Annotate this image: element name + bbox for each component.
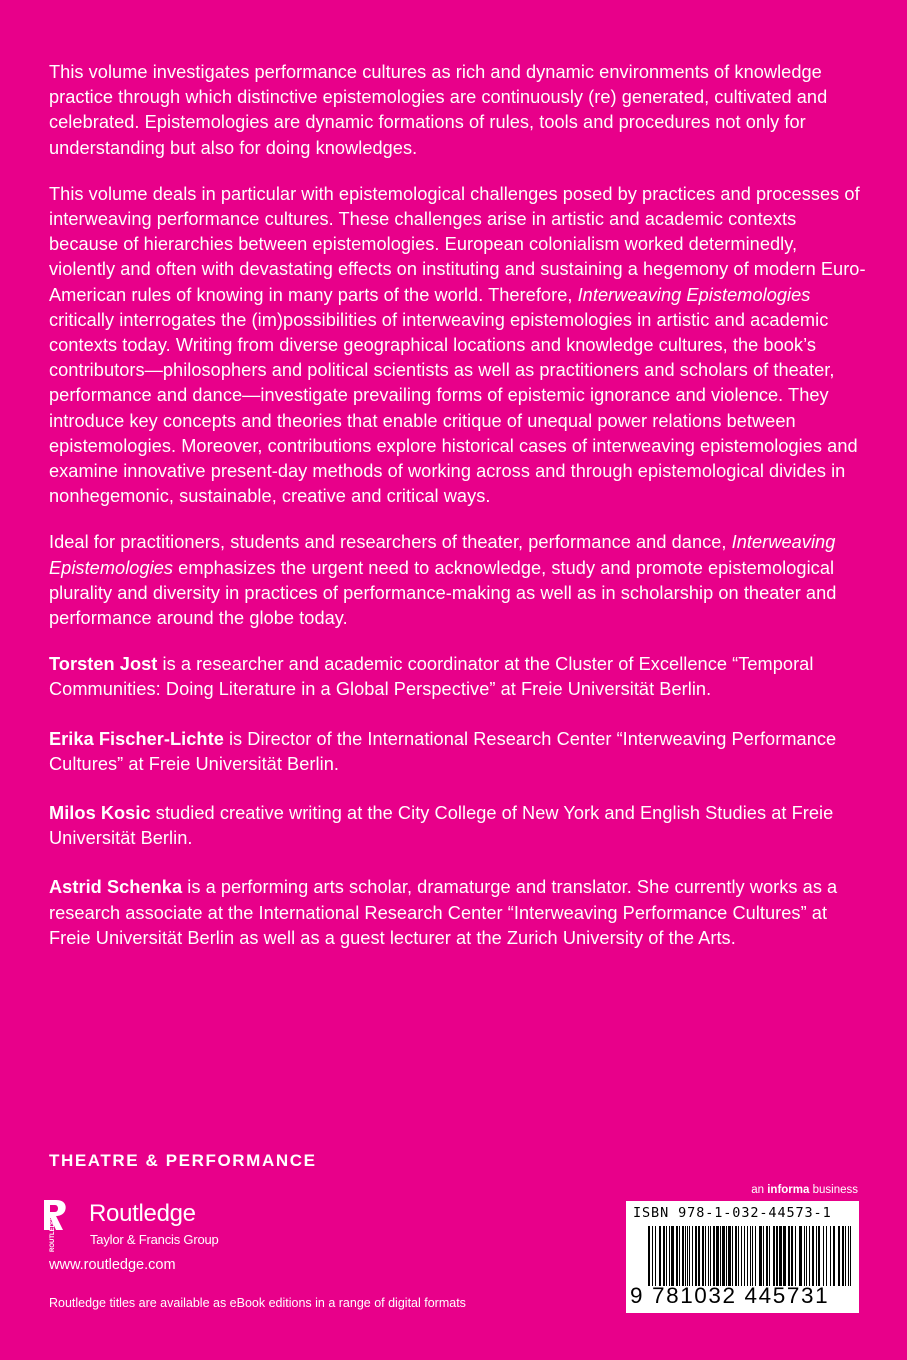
ebook-note: Routledge titles are available as eBook editions in a range of digital formats — [49, 1296, 466, 1310]
author-name: Torsten Jost — [49, 654, 158, 675]
barcode-bar — [833, 1226, 835, 1286]
isbn-digits: 9 781032 445731 — [630, 1283, 830, 1308]
barcode-bar — [666, 1226, 667, 1286]
barcode-bar — [702, 1226, 704, 1286]
barcode-bar — [826, 1226, 827, 1286]
description-paragraph-3: Ideal for practitioners, students and researchers of theater, performance and dance, Interweaving Epistemologies emphasizes the urgent need to acknowledge, study and promote epistemological plurality and diversity in practices of performance-making as well as in scholarship on theater and performance around the globe today. — [49, 532, 837, 629]
publisher-group: Taylor & Francis Group — [90, 1232, 219, 1247]
barcode-bar — [788, 1226, 790, 1286]
barcode-bar — [806, 1226, 807, 1286]
routledge-logo — [41, 1198, 261, 1254]
barcode-bar — [685, 1226, 686, 1286]
author-name: Erika Fischer-Lichte — [49, 728, 224, 749]
bio-erika-fischer-lichte: Erika Fischer-Lichte is Director of the International Research Center “Interweaving Performance Cultures” at Freie Universität Berlin. — [49, 728, 837, 774]
barcode-bar — [791, 1226, 793, 1286]
barcode-bar — [741, 1226, 742, 1286]
description-paragraph-1: This volume investigates performance cultures as rich and dynamic environments of knowledge practice through which distinctive epistemologies are continuously (re) generated, cultivated and celebrated. Epistemologies are dynamic formations of rules, tools and procedures not only for understanding but also for doing knowledges. — [49, 62, 828, 158]
barcode-bar — [773, 1226, 775, 1286]
bio-torsten-jost: Torsten Jost is a researcher and academic coordinator at the Cluster of Excellence “Temporal Communities: Doing Literature in a Global Perspective” at Freie Universität Berlin. — [49, 654, 814, 700]
barcode-bar — [769, 1226, 770, 1286]
barcode-bar — [783, 1226, 786, 1286]
barcode-bars — [648, 1226, 853, 1286]
barcode-bar — [766, 1226, 768, 1286]
barcode-bar — [838, 1226, 840, 1286]
isbn-barcode — [626, 1201, 859, 1313]
barcode-bar — [652, 1226, 653, 1286]
back-cover-text — [49, 60, 867, 975]
barcode-bar — [848, 1226, 849, 1286]
barcode-bar — [842, 1226, 844, 1286]
barcode-bar — [676, 1226, 678, 1286]
barcode-bar — [708, 1226, 709, 1286]
barcode-bar — [720, 1226, 721, 1286]
barcode-bar — [735, 1226, 737, 1286]
barcode-bar — [823, 1226, 824, 1286]
barcode-bar — [818, 1226, 820, 1286]
isbn-label: ISBN 978-1-032-44573-1 — [633, 1205, 832, 1221]
barcode-bar — [850, 1226, 851, 1286]
publisher-url[interactable]: www.routledge.com — [49, 1257, 176, 1273]
barcode-bar — [679, 1226, 680, 1286]
barcode-bar — [845, 1226, 846, 1286]
barcode-bar — [728, 1226, 731, 1286]
barcode-bar — [779, 1226, 782, 1286]
description-paragraph-2: This volume deals in particular with epistemological challenges posed by practices and processes of interweaving performance cultures. These challenges arise in artistic and academic contexts because of hierarchies between epistemologies. European colonialism worked determinedly, violently and often with devastating effects on instituting and sustaining a hegemony of modern Euro-American rules of knowing in many parts of the world. Therefore, Interweaving Epistemologies critically interrogates the (im)possibilities of interweaving epistemologies in artistic and academic contexts today. Writing from diverse geographical locations and knowledge cultures, the book’s contributors—philosophers and political scientists as well as practitioners and scholars of theater, performance and dance—investigate prevailing forms of epistemic ignorance and violence. They introduce key concepts and theories that enable critique of unequal power relations between epistemologies. Moreover, contributions explore historical cases of interweaving epistemologies and examine innovative present-day methods of working across and through epistemological divides in nonhegemonic, sustainable, creative and critical ways. — [49, 183, 866, 507]
barcode-bar — [799, 1226, 802, 1286]
author-name: Astrid Schenka — [49, 877, 183, 898]
barcode-bar — [738, 1226, 739, 1286]
barcode-bar — [722, 1226, 725, 1286]
bio-milos-kosic: Milos Kosic studied creative writing at the City College of New York and English Studies at Freie Universität Berlin. — [49, 803, 834, 849]
barcode-bar — [659, 1226, 661, 1286]
barcode-bar — [663, 1226, 665, 1286]
barcode-bar — [698, 1226, 700, 1286]
barcode-bar — [804, 1226, 805, 1286]
book-title-italic: Interweaving Epistemologies — [49, 532, 836, 578]
barcode-bar — [687, 1226, 688, 1286]
barcode-bar — [710, 1226, 711, 1286]
barcode-bar — [747, 1226, 748, 1286]
barcode-bar — [830, 1226, 831, 1286]
barcode-bar — [732, 1226, 733, 1286]
author-name: Milos Kosic — [49, 803, 151, 824]
barcode-bar — [776, 1226, 778, 1286]
barcode-bar — [750, 1226, 751, 1286]
barcode-bar — [695, 1226, 697, 1286]
routledge-mark-text: ROUTLEDGE — [50, 1214, 56, 1252]
subject-category: THEATRE & PERFORMANCE — [49, 1151, 317, 1170]
barcode-bar — [692, 1226, 693, 1286]
barcode-bar — [716, 1226, 719, 1286]
book-title-italic: Interweaving Epistemologies — [577, 284, 811, 305]
barcode-bar — [655, 1226, 656, 1286]
barcode-bar — [713, 1226, 715, 1286]
barcode-bar — [648, 1226, 650, 1286]
barcode-bar — [755, 1226, 756, 1286]
barcode-bar — [763, 1226, 764, 1286]
barcode-bar — [682, 1226, 684, 1286]
barcode-bar — [752, 1226, 753, 1286]
barcode-bar — [812, 1226, 814, 1286]
barcode-bar — [744, 1226, 745, 1286]
bio-astrid-schenka: Astrid Schenka is a performing arts scholar, dramaturge and translator. She currently works as a research associate at the International Research Center “Interweaving Performance Cultures” at Freie Universität Berlin as well as a guest lecturer at the Zurich University of the Arts. — [49, 877, 838, 948]
barcode-bar — [669, 1226, 670, 1286]
barcode-bar — [795, 1226, 796, 1286]
routledge-r-icon — [41, 1198, 71, 1254]
informa-tagline: an informa business — [751, 1184, 858, 1196]
publisher-name: Routledge — [89, 1200, 196, 1227]
barcode-bar — [759, 1226, 762, 1286]
barcode-bar — [816, 1226, 817, 1286]
barcode-bar — [705, 1226, 706, 1286]
barcode-bar — [809, 1226, 810, 1286]
barcode-bar — [689, 1226, 690, 1286]
barcode-bar — [726, 1226, 727, 1286]
barcode-bar — [671, 1226, 674, 1286]
